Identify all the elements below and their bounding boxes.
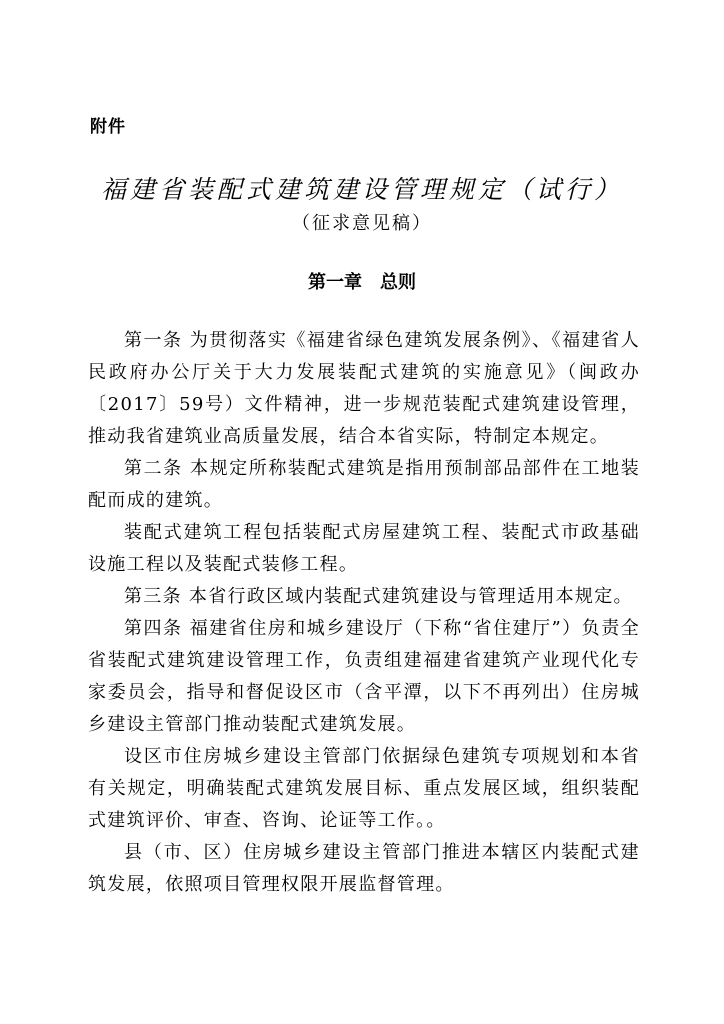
attachment-label: 附件 xyxy=(90,117,126,137)
article-3-paragraph: 第三条 本省行政区域内装配式建筑建设与管理适用本规定。 xyxy=(124,586,633,607)
article-2-paragraph: 第二条 本规定所称装配式建筑是指用预制部品部件在工地装配而成的建筑。 xyxy=(88,458,640,511)
article-1-paragraph: 第一条 为贯彻落实《福建省绿色建筑发展条例》、《福建省人民政府办公厅关于大力发展装配式建筑的实施意见》（闽政办〔2017〕59号）文件精神，进一步规范装配式建筑建设管理，推动我省建筑业高质量发展，结合本省实际，特制定本规定。 xyxy=(88,330,640,447)
chapter-heading: 第一章 总则 xyxy=(308,272,416,293)
article-4-county-paragraph: 县（市、区）住房城乡建设主管部门推进本辖区内装配式建筑发展，依照项目管理权限开展监督管理。 xyxy=(88,842,640,895)
article-4-paragraph: 第四条 福建省住房和城乡建设厅（下称“省住建厅”）负责全省装配式建筑建设管理工作，负责组建福建省建筑产业现代化专家委员会，指导和督促设区市（含平潭，以下不再列出）住房城乡建设主管部门推动装配式建筑发展。 xyxy=(88,618,640,735)
article-4-city-paragraph: 设区市住房城乡建设主管部门依据绿色建筑专项规划和本省有关规定，明确装配式建筑发展目标、重点发展区域，组织装配式建筑评价、审查、咨询、论证等工作。。 xyxy=(88,746,640,831)
document-title: 福建省装配式建筑建设管理规定（试行） xyxy=(100,175,623,204)
document-subtitle: （征求意见稿） xyxy=(292,213,432,234)
article-2-scope-paragraph: 装配式建筑工程包括装配式房屋建筑工程、装配式市政基础设施工程以及装配式装修工程。 xyxy=(88,522,640,575)
body-text xyxy=(88,325,640,901)
